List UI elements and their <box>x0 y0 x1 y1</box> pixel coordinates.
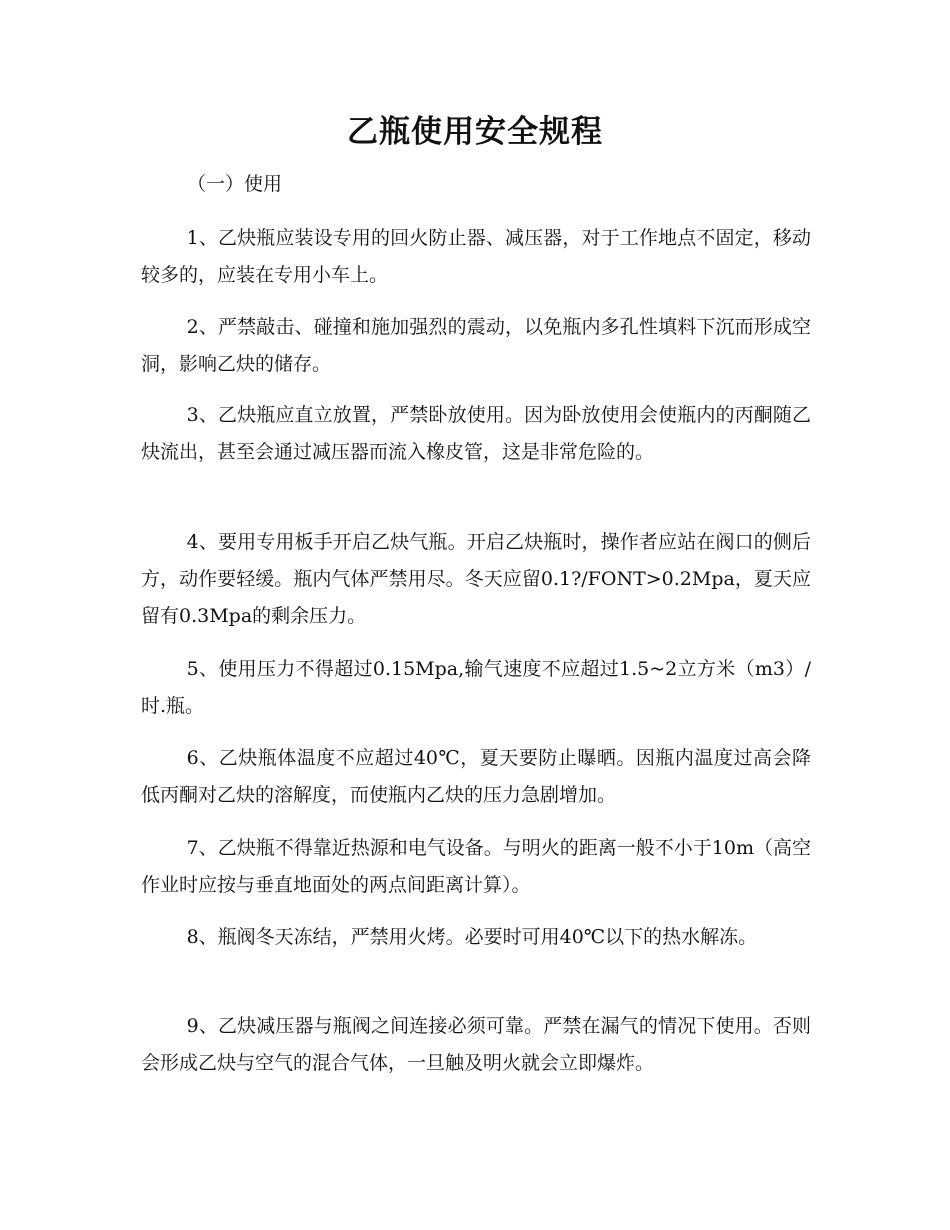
paragraph-4: 4、要用专用板手开启乙炔气瓶。开启乙炔瓶时，操作者应站在阀口的侧后方，动作要轻缓。瓶内气体严禁用尽。冬天应留0.1?/FONT>0.2Mpa，夏天应留有0.3Mpa的剩余压力。 <box>141 531 811 627</box>
section-heading: （一）使用 <box>187 173 283 195</box>
paragraph-6: 6、乙炔瓶体温度不应超过40℃，夏天要防止曝晒。因瓶内温度过高会降低丙酮对乙炔的溶解度，而使瓶内乙炔的压力急剧增加。 <box>141 747 811 806</box>
paragraph-2: 2、严禁敲击、碰撞和施加强烈的震动，以免瓶内多孔性填料下沉而形成空洞，影响乙炔的储存。 <box>141 316 811 375</box>
paragraph-9: 9、乙炔减压器与瓶阀之间连接必须可靠。严禁在漏气的情况下使用。否则会形成乙炔与空气的混合气体，一旦触及明火就会立即爆炸。 <box>141 1015 811 1074</box>
paragraph-1: 1、乙炔瓶应装设专用的回火防止器、减压器，对于工作地点不固定，移动较多的，应装在专用小车上。 <box>141 227 811 286</box>
paragraph-3: 3、乙炔瓶应直立放置，严禁卧放使用。因为卧放使用会使瓶内的丙酮随乙炔流出，甚至会通过减压器而流入橡皮管，这是非常危险的。 <box>141 404 811 463</box>
document-title: 乙瓶使用安全规程 <box>347 114 603 150</box>
paragraph-7: 7、乙炔瓶不得靠近热源和电气设备。与明火的距离一般不小于10m（高空作业时应按与垂直地面处的两点间距离计算）。 <box>141 837 811 896</box>
paragraph-8: 8、瓶阀冬天冻结，严禁用火烤。必要时可用40℃以下的热水解冻。 <box>186 926 758 948</box>
paragraph-5: 5、使用压力不得超过0.15Mpa,输气速度不应超过1.5~2立方米（m3）/时.瓶。 <box>141 658 811 717</box>
